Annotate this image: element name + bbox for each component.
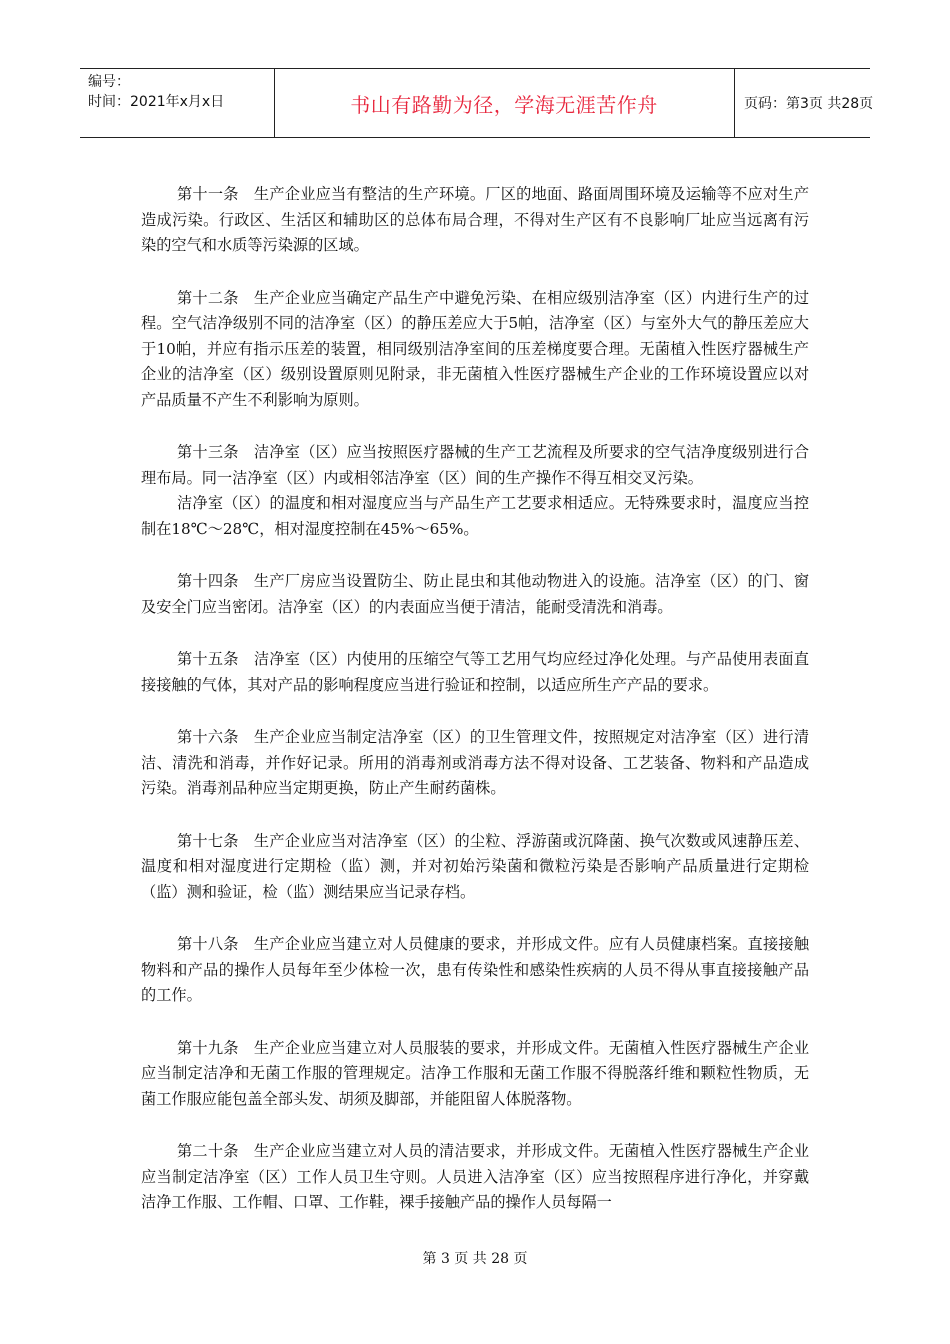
article-label: 第十四条 [177,572,239,590]
article-label: 第十一条 [177,185,239,203]
article-text: 生产厂房应当设置防尘、防止昆虫和其他动物进入的设施。洁净室（区）的门、窗及安全门应当密闭。洁净室（区）的内表面应当便于清洁，能耐受清洗和消毒。 [141,572,810,616]
article-text: 生产企业应当建立对人员的清洁要求，并形成文件。无菌植入性医疗器械生产企业应当制定洁净室（区）工作人员卫生守则。人员进入洁净室（区）应当按照程序进行净化，并穿戴洁净工作服、工作帽、口罩、工作鞋，裸手接触产品的操作人员每隔一 [141,1142,810,1211]
document-number-label: 编号： [88,74,130,90]
document-time: 时间：2021年x月x日 [88,94,225,110]
article-label: 第十七条 [177,831,239,850]
article-13 [141,440,809,491]
article-17 [141,829,809,906]
article-18 [141,932,809,1009]
article-text: 洁净室（区）的温度和相对湿度应当与产品生产工艺要求相适应。无特殊要求时，温度应当控制在18℃～28℃，相对湿度控制在45%～65%。 [141,494,809,538]
article-15 [141,647,809,698]
header-page-cell [734,69,874,137]
article-label: 第十二条 [177,288,239,307]
article-label: 第十八条 [177,935,239,953]
article-label: 第十九条 [177,1038,239,1057]
article-label: 第二十条 [177,1142,239,1160]
article-text: 生产企业应当建立对人员健康的要求，并形成文件。应有人员健康档案。直接接触物料和产品的操作人员每年至少体检一次，患有传染性和感染性疾病的人员不得从事直接接触产品的工作。 [141,935,810,1004]
article-text: 生产企业应当确定产品生产中避免污染、在相应级别洁净室（区）内进行生产的过程。空气洁净级别不同的洁净室（区）的静压差应大于5帕，洁净室（区）与室外大气的静压差应大于10帕，并应有指示压差的装置，相同级别洁净室间的压差梯度要合理。无菌植入性医疗器械生产企业的洁净室（区）级别设置原则见附录，非无菌植入性医疗器械生产企业的工作环境设置应以对产品质量不产生不利影响为原则。 [141,288,810,409]
article-13-continued [141,491,809,542]
article-text: 洁净室（区）应当按照医疗器械的生产工艺流程及所要求的空气洁净度级别进行合理布局。同一洁净室（区）内或相邻洁净室（区）间的生产操作不得互相交叉污染。 [141,443,810,487]
page-header [80,68,874,138]
header-motto-cell [274,69,735,137]
header-meta [80,69,275,137]
article-text: 生产企业应当建立对人员服装的要求，并形成文件。无菌植入性医疗器械生产企业应当制定洁净和无菌工作服的管理规定。洁净工作服和无菌工作服不得脱落纤维和颗粒性物质，无菌工作服应能包盖全部头发、胡须及脚部，并能阻留人体脱落物。 [141,1038,810,1108]
article-19 [141,1036,809,1113]
article-text: 生产企业应当对洁净室（区）的尘粒、浮游菌或沉降菌、换气次数或风速静压差、温度和相对湿度进行定期检（监）测，并对初始污染菌和微粒污染是否影响产品质量进行定期检（监）测和验证，检（监）测结果应当记录存档。 [141,831,810,901]
article-label: 第十五条 [177,650,239,668]
article-12 [141,286,809,414]
article-text: 洁净室（区）内使用的压缩空气等工艺用气均应经过净化处理。与产品使用表面直接接触的气体，其对产品的影响程度应当进行验证和控制，以适应所生产产品的要求。 [141,650,810,694]
header-page-info: 页码：第3页 共28页 [744,96,874,112]
article-14 [141,569,809,620]
document-body [141,182,809,1216]
article-label: 第十三条 [177,443,239,461]
article-16 [141,725,809,802]
article-text: 生产企业应当有整洁的生产环境。厂区的地面、路面周围环境及运输等不应对生产造成污染。行政区、生活区和辅助区的总体布局合理，不得对生产区有不良影响厂址应当远离有污染的空气和水质等污染源的区域。 [141,185,810,254]
header-motto: 书山有路勤为径，学海无涯苦作舟 [350,92,658,117]
article-text: 生产企业应当制定洁净室（区）的卫生管理文件，按照规定对洁净室（区）进行清洁、清洗和消毒，并作好记录。所用的消毒剂或消毒方法不得对设备、工艺装备、物料和产品造成污染。消毒剂品种应当定期更换，防止产生耐药菌株。 [141,728,810,797]
article-20 [141,1139,809,1216]
page-footer: 第 3 页 共 28 页 [422,1251,528,1267]
article-11 [141,182,809,259]
article-label: 第十六条 [177,728,239,746]
